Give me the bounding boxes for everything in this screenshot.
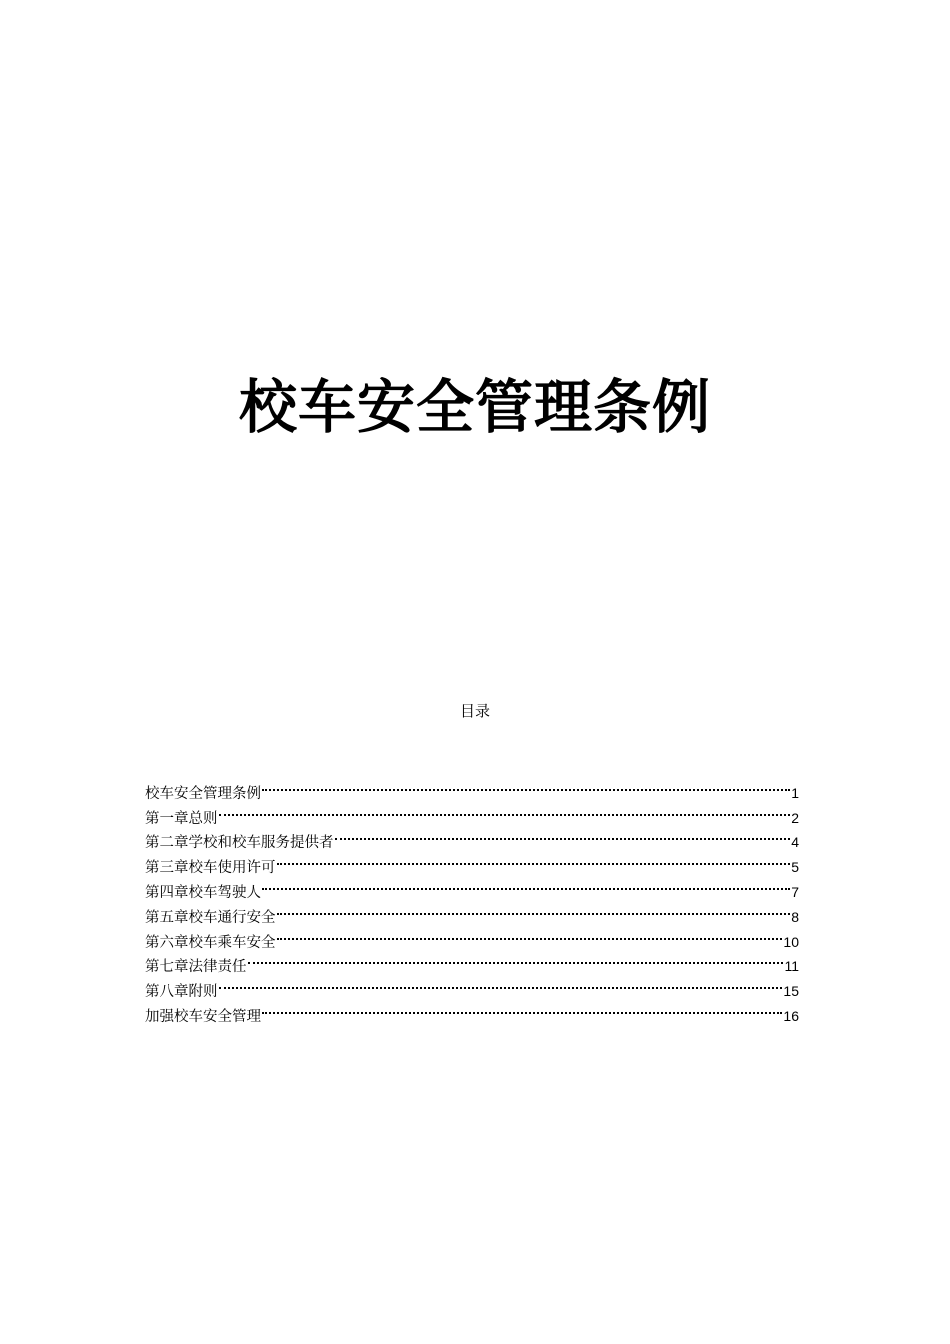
toc-entry-label: 第四章校车驾驶人 xyxy=(145,884,261,901)
toc-dot-leader xyxy=(262,773,790,798)
toc-page-number: 4 xyxy=(791,834,799,851)
toc-page-number: 11 xyxy=(784,958,799,975)
toc-dot-leader xyxy=(335,823,791,848)
toc-dot-leader xyxy=(277,847,791,872)
toc-dot-leader xyxy=(277,897,791,922)
toc-dot-leader xyxy=(262,872,790,897)
toc-entry-label: 第一章总则 xyxy=(145,810,218,827)
toc-page-number: 8 xyxy=(791,908,799,925)
toc-page-number: 1 xyxy=(791,784,799,801)
toc-entry[interactable] xyxy=(145,823,799,852)
toc-entry[interactable] xyxy=(145,798,799,827)
document-title: 校车安全管理条例 xyxy=(238,372,711,441)
toc-entry-label: 第三章校车使用许可 xyxy=(145,860,276,877)
toc-page-number: 5 xyxy=(791,859,799,876)
toc-entry[interactable] xyxy=(145,773,799,802)
toc-dot-leader xyxy=(262,996,782,1021)
toc-entry-label: 校车安全管理条例 xyxy=(145,785,261,802)
toc-entry-label: 第二章学校和校车服务提供者 xyxy=(145,835,334,852)
toc-dot-leader xyxy=(219,798,791,823)
toc-dot-leader xyxy=(248,947,784,972)
toc-heading: 目录 xyxy=(459,702,490,720)
toc-entry-label: 第六章校车乘车安全 xyxy=(145,934,276,951)
toc-page-number: 7 xyxy=(791,883,799,900)
table-of-contents xyxy=(145,773,799,1025)
toc-entry-label: 加强校车安全管理 xyxy=(145,1008,261,1025)
toc-dot-leader xyxy=(219,971,783,996)
toc-entry-label: 第五章校车通行安全 xyxy=(145,909,276,926)
toc-entry[interactable] xyxy=(145,971,799,1001)
toc-entry[interactable] xyxy=(145,996,799,1025)
toc-page-number: 15 xyxy=(783,983,799,1000)
toc-dot-leader xyxy=(277,922,783,947)
toc-entry-label: 第七章法律责任 xyxy=(145,959,247,976)
toc-page-number: 16 xyxy=(783,1007,799,1024)
toc-entry-label: 第八章附则 xyxy=(145,984,218,1001)
toc-page-number: 2 xyxy=(791,809,799,826)
toc-page-number: 10 xyxy=(783,933,799,950)
